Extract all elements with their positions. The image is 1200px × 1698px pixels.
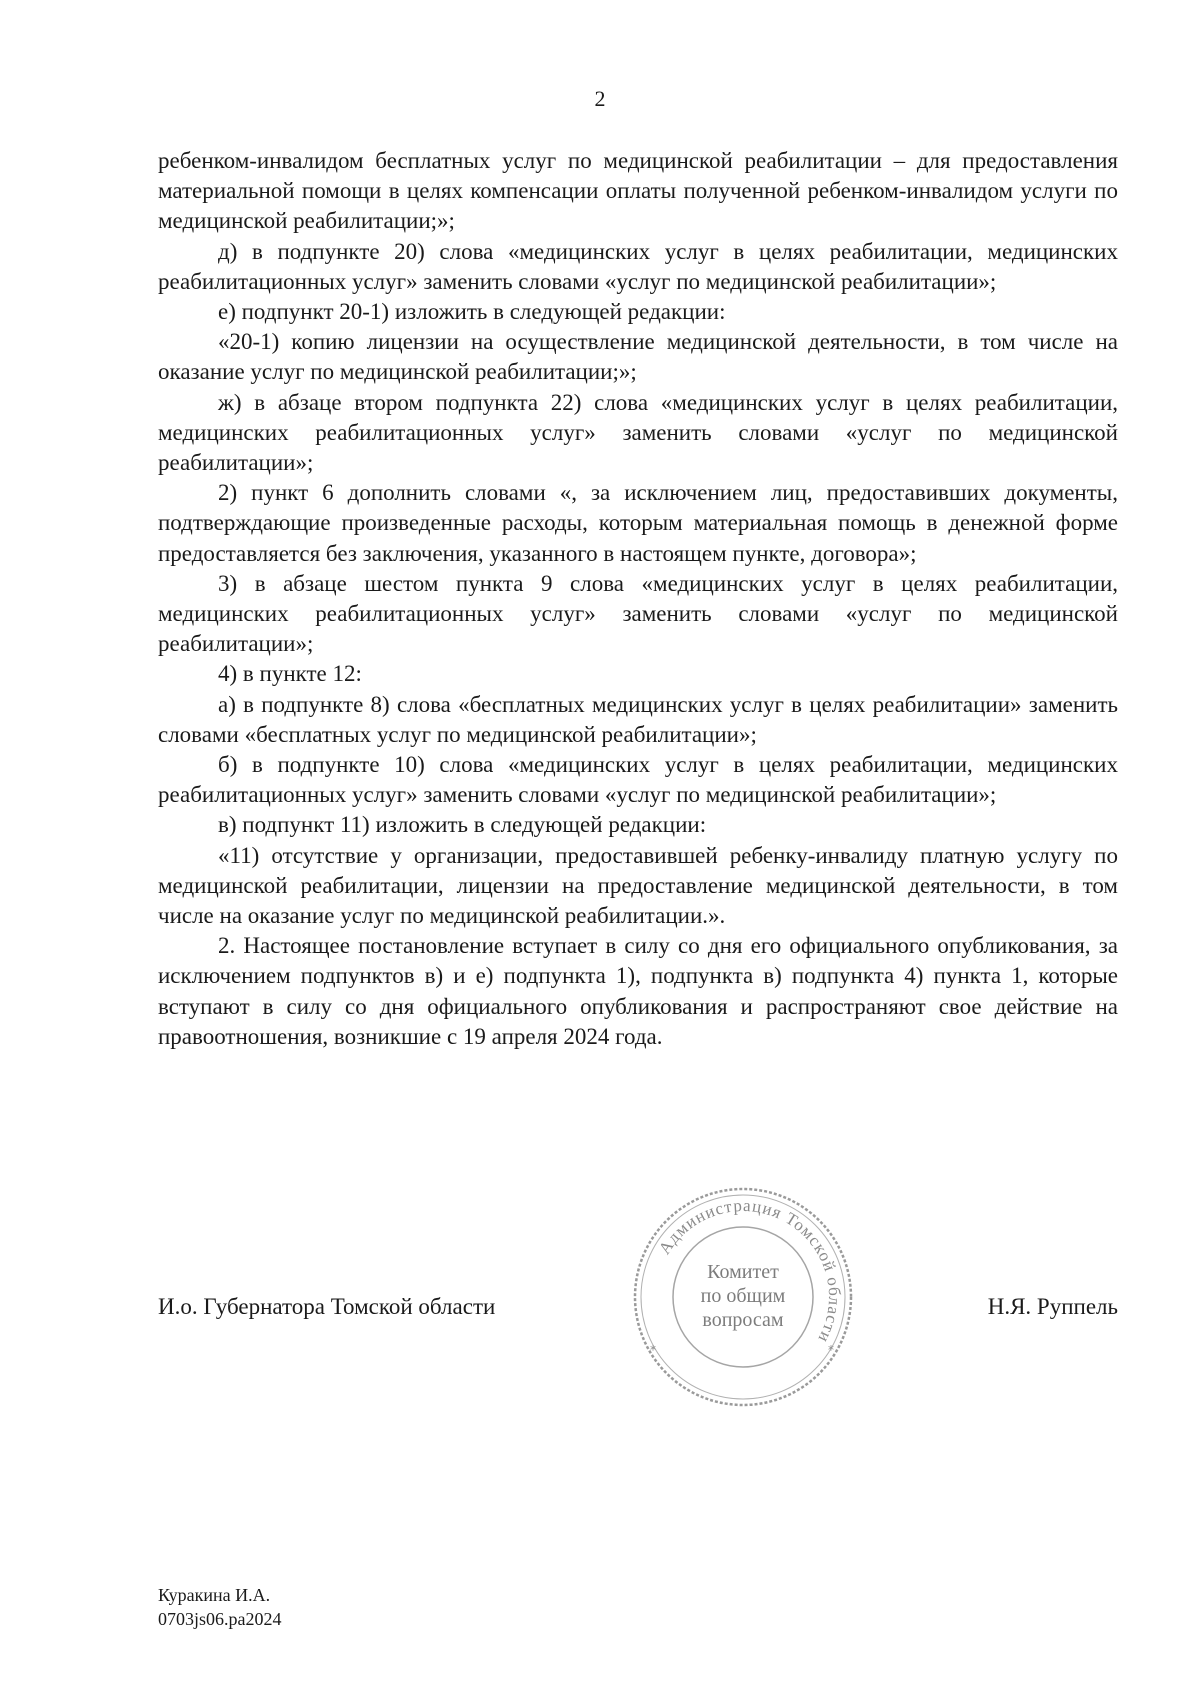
paragraph-subitem-a: а) в подпункте 8) слова «бесплатных медицинских услуг в целях реабилитации» заменить словами «бесплатных услуг по медицинской реабилитации»; <box>158 691 1118 747</box>
document-footer <box>158 1583 282 1631</box>
stamp-ring-text: Администрация Томской области <box>654 1195 845 1347</box>
paragraph-item-4: 4) в пункте 12: <box>218 661 362 687</box>
file-code: 0703js06.pa2024 <box>158 1609 282 1629</box>
stamp-line-1: Комитет <box>707 1261 779 1283</box>
paragraph-subitem-zh: ж) в абзаце втором подпункта 22) слова «медицинских услуг в целях реабилитации, медицинских реабилитационных услуг» заменить словами «услуг по медицинской реабилитации»; <box>158 389 1118 476</box>
paragraph-item-2: 2) пункт 6 дополнить словами «, за исключением лиц, предоставивших документы, подтверждающие произведенные расходы, которым материальная помощь в денежной форме предоставляется без заключения, указанного в настоящем пункте, договора»; <box>158 480 1118 566</box>
paragraph-quote-20-1: «20-1) копию лицензии на осуществление медицинской деятельности, в том числе на оказание услуг по медицинской реабилитации;»; <box>158 329 1118 385</box>
stamp-line-2: по общим <box>700 1285 786 1307</box>
svg-text:*: * <box>828 1343 834 1357</box>
paragraph-quote-11: «11) отсутствие у организации, предоставившей ребенку-инвалиду платную услугу по медицинской реабилитации, лицензии на предоставление медицинской деятельности, в том числе на оказание услуг по медицинской реабилитации.». <box>158 842 1118 929</box>
stamp-seal-icon <box>628 1182 858 1412</box>
page-number: 2 <box>594 86 606 111</box>
paragraph-subitem-e: е) подпункт 20-1) изложить в следующей редакции: <box>218 299 726 325</box>
paragraph-clause-2: 2. Настоящее постановление вступает в силу со дня его официального опубликования, за исключением подпунктов в) и е) подпункта 1), подпункта в) подпункта 4) пункта 1, которые вступают в силу со дня официального опубликования и распространяют свое действие на правоотношения, возникшие с 19 апреля 2024 года. <box>158 933 1118 1049</box>
official-stamp <box>628 1182 858 1412</box>
paragraph-continuation: ребенком-инвалидом бесплатных услуг по медицинской реабилитации – для предоставления материальной помощи в целях компенсации оплаты полученной ребенком-инвалидом услуги по медицинской реабилитации;»; <box>158 148 1118 234</box>
signatory-name: Н.Я. Руппель <box>987 1294 1118 1319</box>
paragraph-item-3: 3) в абзаце шестом пункта 9 слова «медицинских услуг в целях реабилитации, медицинских реабилитационных услуг» заменить словами «услуг по медицинской реабилитации»; <box>158 570 1118 657</box>
signatory-position: И.о. Губернатора Томской области <box>158 1294 496 1319</box>
paragraph-subitem-b: б) в подпункте 10) слова «медицинских услуг в целях реабилитации, медицинских реабилитационных услуг» заменить словами «услуг по медицинской реабилитации»; <box>158 752 1118 808</box>
executor-name: Куракина И.А. <box>158 1585 271 1605</box>
paragraph-subitem-v: в) подпункт 11) изложить в следующей редакции: <box>218 812 707 838</box>
stamp-line-3: вопросам <box>702 1309 784 1331</box>
svg-text:*: * <box>650 1343 656 1357</box>
paragraph-subitem-d: д) в подпункте 20) слова «медицинских услуг в целях реабилитации, медицинских реабилитационных услуг» заменить словами «услуг по медицинской реабилитации»; <box>158 238 1118 294</box>
document-body <box>158 146 1118 1052</box>
